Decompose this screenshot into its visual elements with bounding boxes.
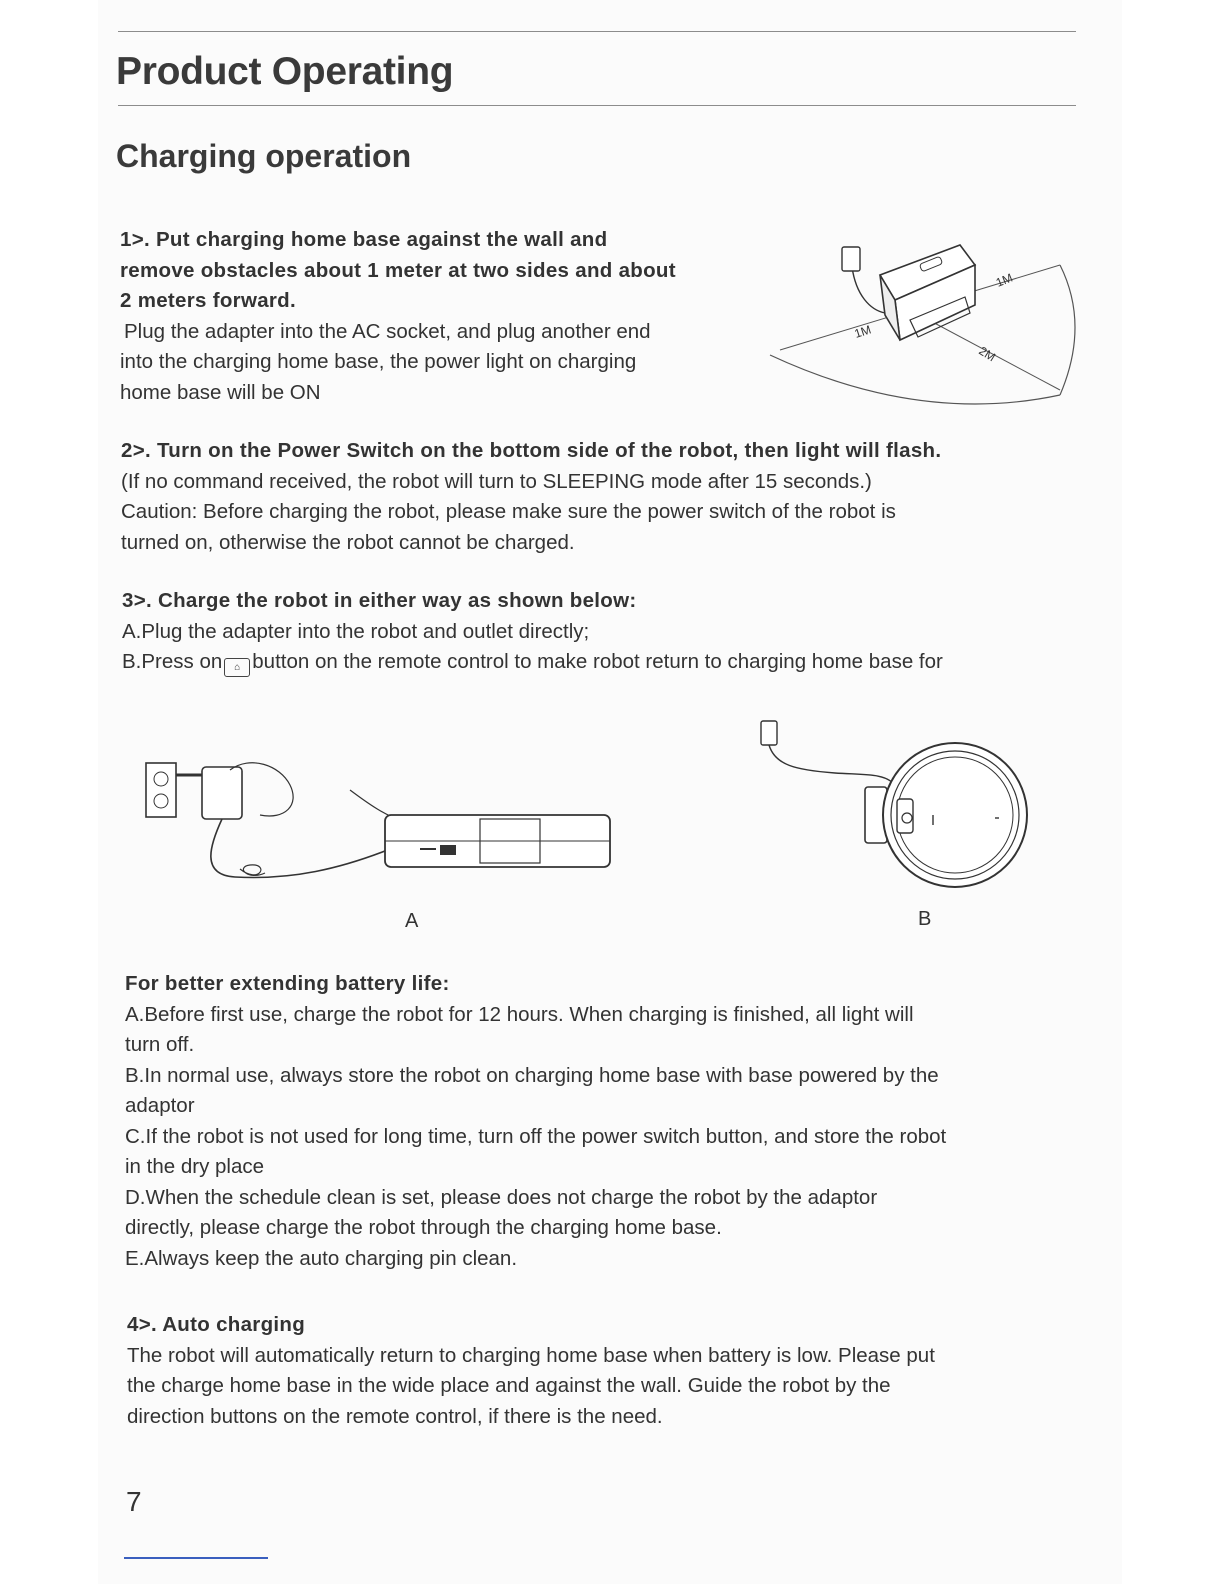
adapter-plug-icon	[761, 721, 777, 745]
figure-b-home-base-charging	[755, 715, 1045, 895]
adapter-plug-icon	[842, 247, 860, 271]
section-title: Charging operation	[116, 138, 412, 174]
step1-body-line: home base will be ON	[120, 380, 321, 404]
charging-base-clearance-figure	[760, 225, 1080, 415]
header-rule-bottom	[118, 105, 1076, 106]
step2-block	[121, 436, 1081, 558]
step2-heading: 2>. Turn on the Power Switch on the bottom side of the robot, then light will flash.	[121, 439, 942, 462]
figure-a-direct-charging	[140, 745, 620, 905]
step3-line-b-pre: B.Press on	[122, 650, 223, 673]
step3-line-b-post: button on the remote control to make robot return to charging home base for	[252, 650, 943, 673]
battery-item-line: directly, please charge the robot through the charging home base.	[125, 1216, 722, 1239]
battery-item-line: B.In normal use, always store the robot on charging home base with base powered by the	[125, 1063, 939, 1087]
step2-line: Caution: Before charging the robot, please make sure the power switch of the robot is	[121, 500, 896, 523]
step3-line-b	[122, 647, 1092, 678]
step2-line: turned on, otherwise the robot cannot be charged.	[121, 530, 575, 554]
step3-heading: 3>. Charge the robot in either way as shown below:	[122, 589, 637, 612]
figure-b-label: B	[918, 908, 932, 930]
step3-block	[122, 586, 1092, 678]
footer-underline	[124, 1557, 268, 1559]
step4-heading: 4>. Auto charging	[127, 1313, 306, 1336]
battery-item-line: adaptor	[125, 1094, 195, 1117]
step1-heading-line: 1>. Put charging home base against the wall and	[120, 228, 608, 251]
clearance-label-right: 1M	[993, 270, 1015, 290]
charging-base-illustration	[880, 245, 975, 340]
step1-block	[120, 225, 760, 408]
step1-heading-line: 2 meters forward.	[120, 289, 296, 312]
step1-body-line: into the charging home base, the power light on charging	[120, 350, 637, 373]
step2-line: (If no command received, the robot will turn to SLEEPING mode after 15 seconds.)	[121, 469, 872, 493]
header-rule-top	[118, 31, 1076, 32]
robot-top-view	[865, 743, 1027, 887]
step1-body-line: Plug the adapter into the AC socket, and plug another end	[124, 319, 651, 343]
clearance-label-left: 1M	[852, 322, 873, 341]
battery-item-line: E.Always keep the auto charging pin clean.	[125, 1246, 518, 1270]
robot-side-view	[385, 815, 610, 867]
page-number: 7	[126, 1486, 142, 1517]
battery-item-line: in the dry place	[125, 1155, 265, 1178]
clearance-label-front: 2M	[976, 343, 998, 365]
battery-heading: For better extending battery life:	[125, 972, 450, 995]
page-title: Product Operating	[116, 50, 454, 93]
battery-item-line: D.When the schedule clean is set, please does not charge the robot by the adaptor	[125, 1185, 878, 1209]
step4-line: the charge home base in the wide place and against the wall. Guide the robot by the	[127, 1374, 891, 1397]
wall-outlet-icon	[146, 763, 176, 817]
figure-a-label: A	[405, 910, 419, 932]
battery-item-line: A.Before first use, charge the robot for 12 hours. When charging is finished, all light will	[125, 1002, 914, 1026]
power-adapter-icon	[202, 767, 242, 819]
battery-item-line: C.If the robot is not used for long time, turn off the power switch button, and store the robot	[125, 1124, 947, 1148]
step1-heading-line: remove obstacles about 1 meter at two sides and about	[120, 258, 676, 282]
step4-line: The robot will automatically return to charging home base when battery is low. Please put	[127, 1343, 935, 1367]
home-button-icon: ⌂	[224, 658, 250, 677]
step4-line: direction buttons on the remote control, if there is the need.	[127, 1404, 663, 1428]
battery-item-line: turn off.	[125, 1033, 195, 1056]
step3-line: A.Plug the adapter into the robot and outlet directly;	[122, 619, 590, 643]
step4-block	[127, 1310, 1087, 1432]
battery-life-block	[125, 969, 1085, 1274]
